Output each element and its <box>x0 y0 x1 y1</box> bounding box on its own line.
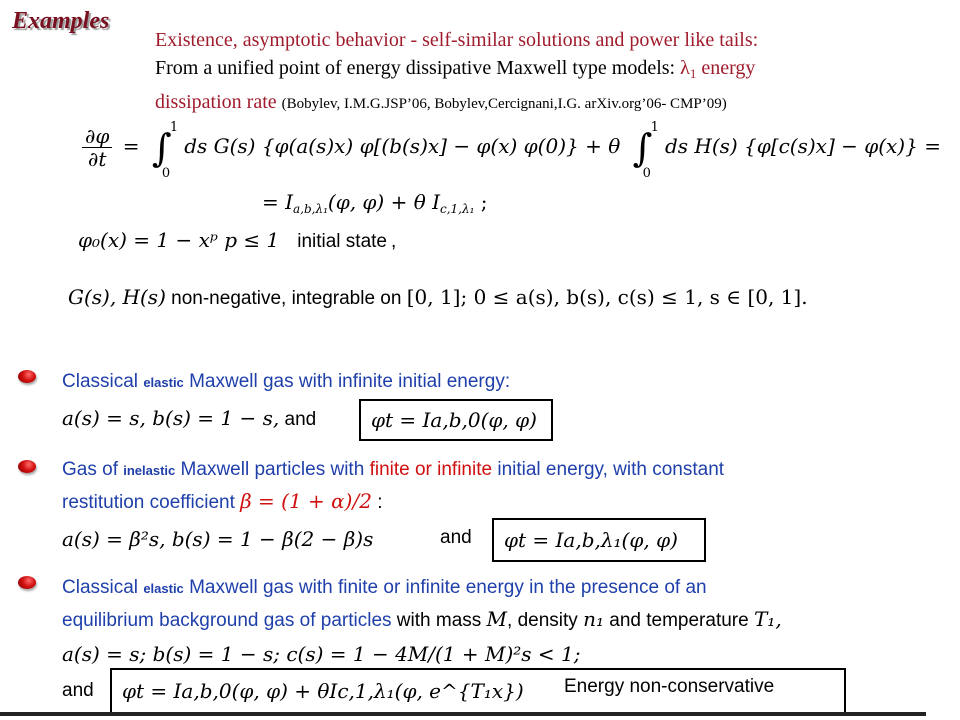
bullet-2-heading: Gas of inelastic Maxwell particles with finite or infinite initial energy, with constant <box>62 459 725 480</box>
integral-sign-2: ∫ 1 0 <box>632 119 659 181</box>
equation-part-1: ds G(s) {φ(a(s)x) φ[(b(s)x] − φ(x) φ(0)} + θ <box>184 134 621 158</box>
intro-line-2-text: From a unified point of energy dissipative Maxwell type models: <box>155 57 681 79</box>
bullet-3-line-2: equilibrium background gas of particles with mass M, density n₁ and temperature T₁, <box>62 607 782 631</box>
bullet-2-and: and <box>440 527 472 548</box>
lambda-symbol: $\lambda_1$ <box>680 57 697 81</box>
conditions-bounds: [0, 1]; 0 ≤ a(s), b(s), c(s) ≤ 1, s ∈ [0, 1]. <box>406 285 808 309</box>
equation-part-2: ds H(s) {φ[c(s)x] − φ(x)} = <box>664 134 941 158</box>
bullet-1-math: a(s) = s, b(s) = 1 − s, <box>62 406 280 430</box>
intro-text <box>155 26 945 118</box>
bullet-1-boxed-equation: φt = Ia,b,0(φ, φ) <box>359 399 553 441</box>
bullet-3-heading: Classical elastic Maxwell gas with finite or infinite energy in the presence of an <box>62 577 707 598</box>
bullet-icon <box>18 576 36 589</box>
conditions-line <box>68 285 808 310</box>
bullet-3-boxed-equation <box>110 668 846 714</box>
integral-sign-1: ∫ 1 0 <box>151 119 179 181</box>
bullet-1-formula <box>62 406 316 431</box>
bullet-2-math: a(s) = β²s, b(s) = 1 − β(2 − β)s <box>62 527 374 551</box>
bullet-3-and: and <box>62 680 94 701</box>
bullet-3-box-math: φt = Ia,b,0(φ, φ) + θIc,1,λ₁(φ, e^{T₁x}) <box>122 679 524 703</box>
energy-label: Energy non-conservative <box>564 676 775 697</box>
intro-line-1: Existence, asymptotic behavior - self-similar solutions and power like tails: <box>155 29 759 51</box>
conditions-text: non-negative, integrable on <box>165 288 407 309</box>
slide-title: Examples <box>12 8 110 34</box>
intro-line-3-text: dissipation rate <box>155 91 282 113</box>
partial-fraction: $\frac{\partial\varphi}{\partial t}$ <box>82 125 112 170</box>
bullet-2-boxed-equation: φt = Ia,b,λ₁(φ, φ) <box>492 518 706 562</box>
bullet-1-and: and <box>279 409 317 430</box>
bullet-1-heading: Classical elastic Maxwell gas with infinite initial energy: <box>62 371 511 392</box>
bullet-2-line-2: restitution coefficient β = (1 + α)/2 : <box>62 489 383 513</box>
bullet-icon <box>18 370 36 383</box>
bottom-divider <box>0 712 926 716</box>
main-equation: $\frac{\partial\varphi}{\partial t}$ = ∫ 1 0 ds G(s) {φ(a(s)x) φ[(b(s)x] − φ(x) φ(0)} + θ ∫ 1 0 ds H(s) {φ[c(s)x] − φ(x)} = <box>78 125 941 170</box>
intro-line-3 <box>155 88 945 118</box>
conditions-functions: G(s), H(s) <box>68 285 166 309</box>
beta-definition: β = (1 + α)/2 <box>240 489 372 513</box>
initial-state-label: initial state <box>297 231 387 252</box>
citation: (Bobylev, I.M.G.JSP’06, Bobylev,Cercignani,I.G. arXiv.org’06- CMP’09) <box>281 96 727 112</box>
intro-line-2-end: energy <box>696 57 756 79</box>
bullet-3-math: a(s) = s; b(s) = 1 − s; c(s) = 1 − 4M/(1 + M)²s < 1; <box>62 642 581 666</box>
bullet-icon <box>18 460 36 473</box>
main-equation-line-2: = $I_{a,b,\lambda_1}(\varphi$, φ) + θ $I_{c,1,\lambda_1}$ ; <box>262 190 488 216</box>
initial-state-equation <box>78 228 396 253</box>
initial-state-math: φ₀(x) = 1 − xᵖ p ≤ 1 <box>78 228 280 252</box>
initial-state-comma: , <box>391 231 397 252</box>
intro-line-2 <box>155 54 945 88</box>
